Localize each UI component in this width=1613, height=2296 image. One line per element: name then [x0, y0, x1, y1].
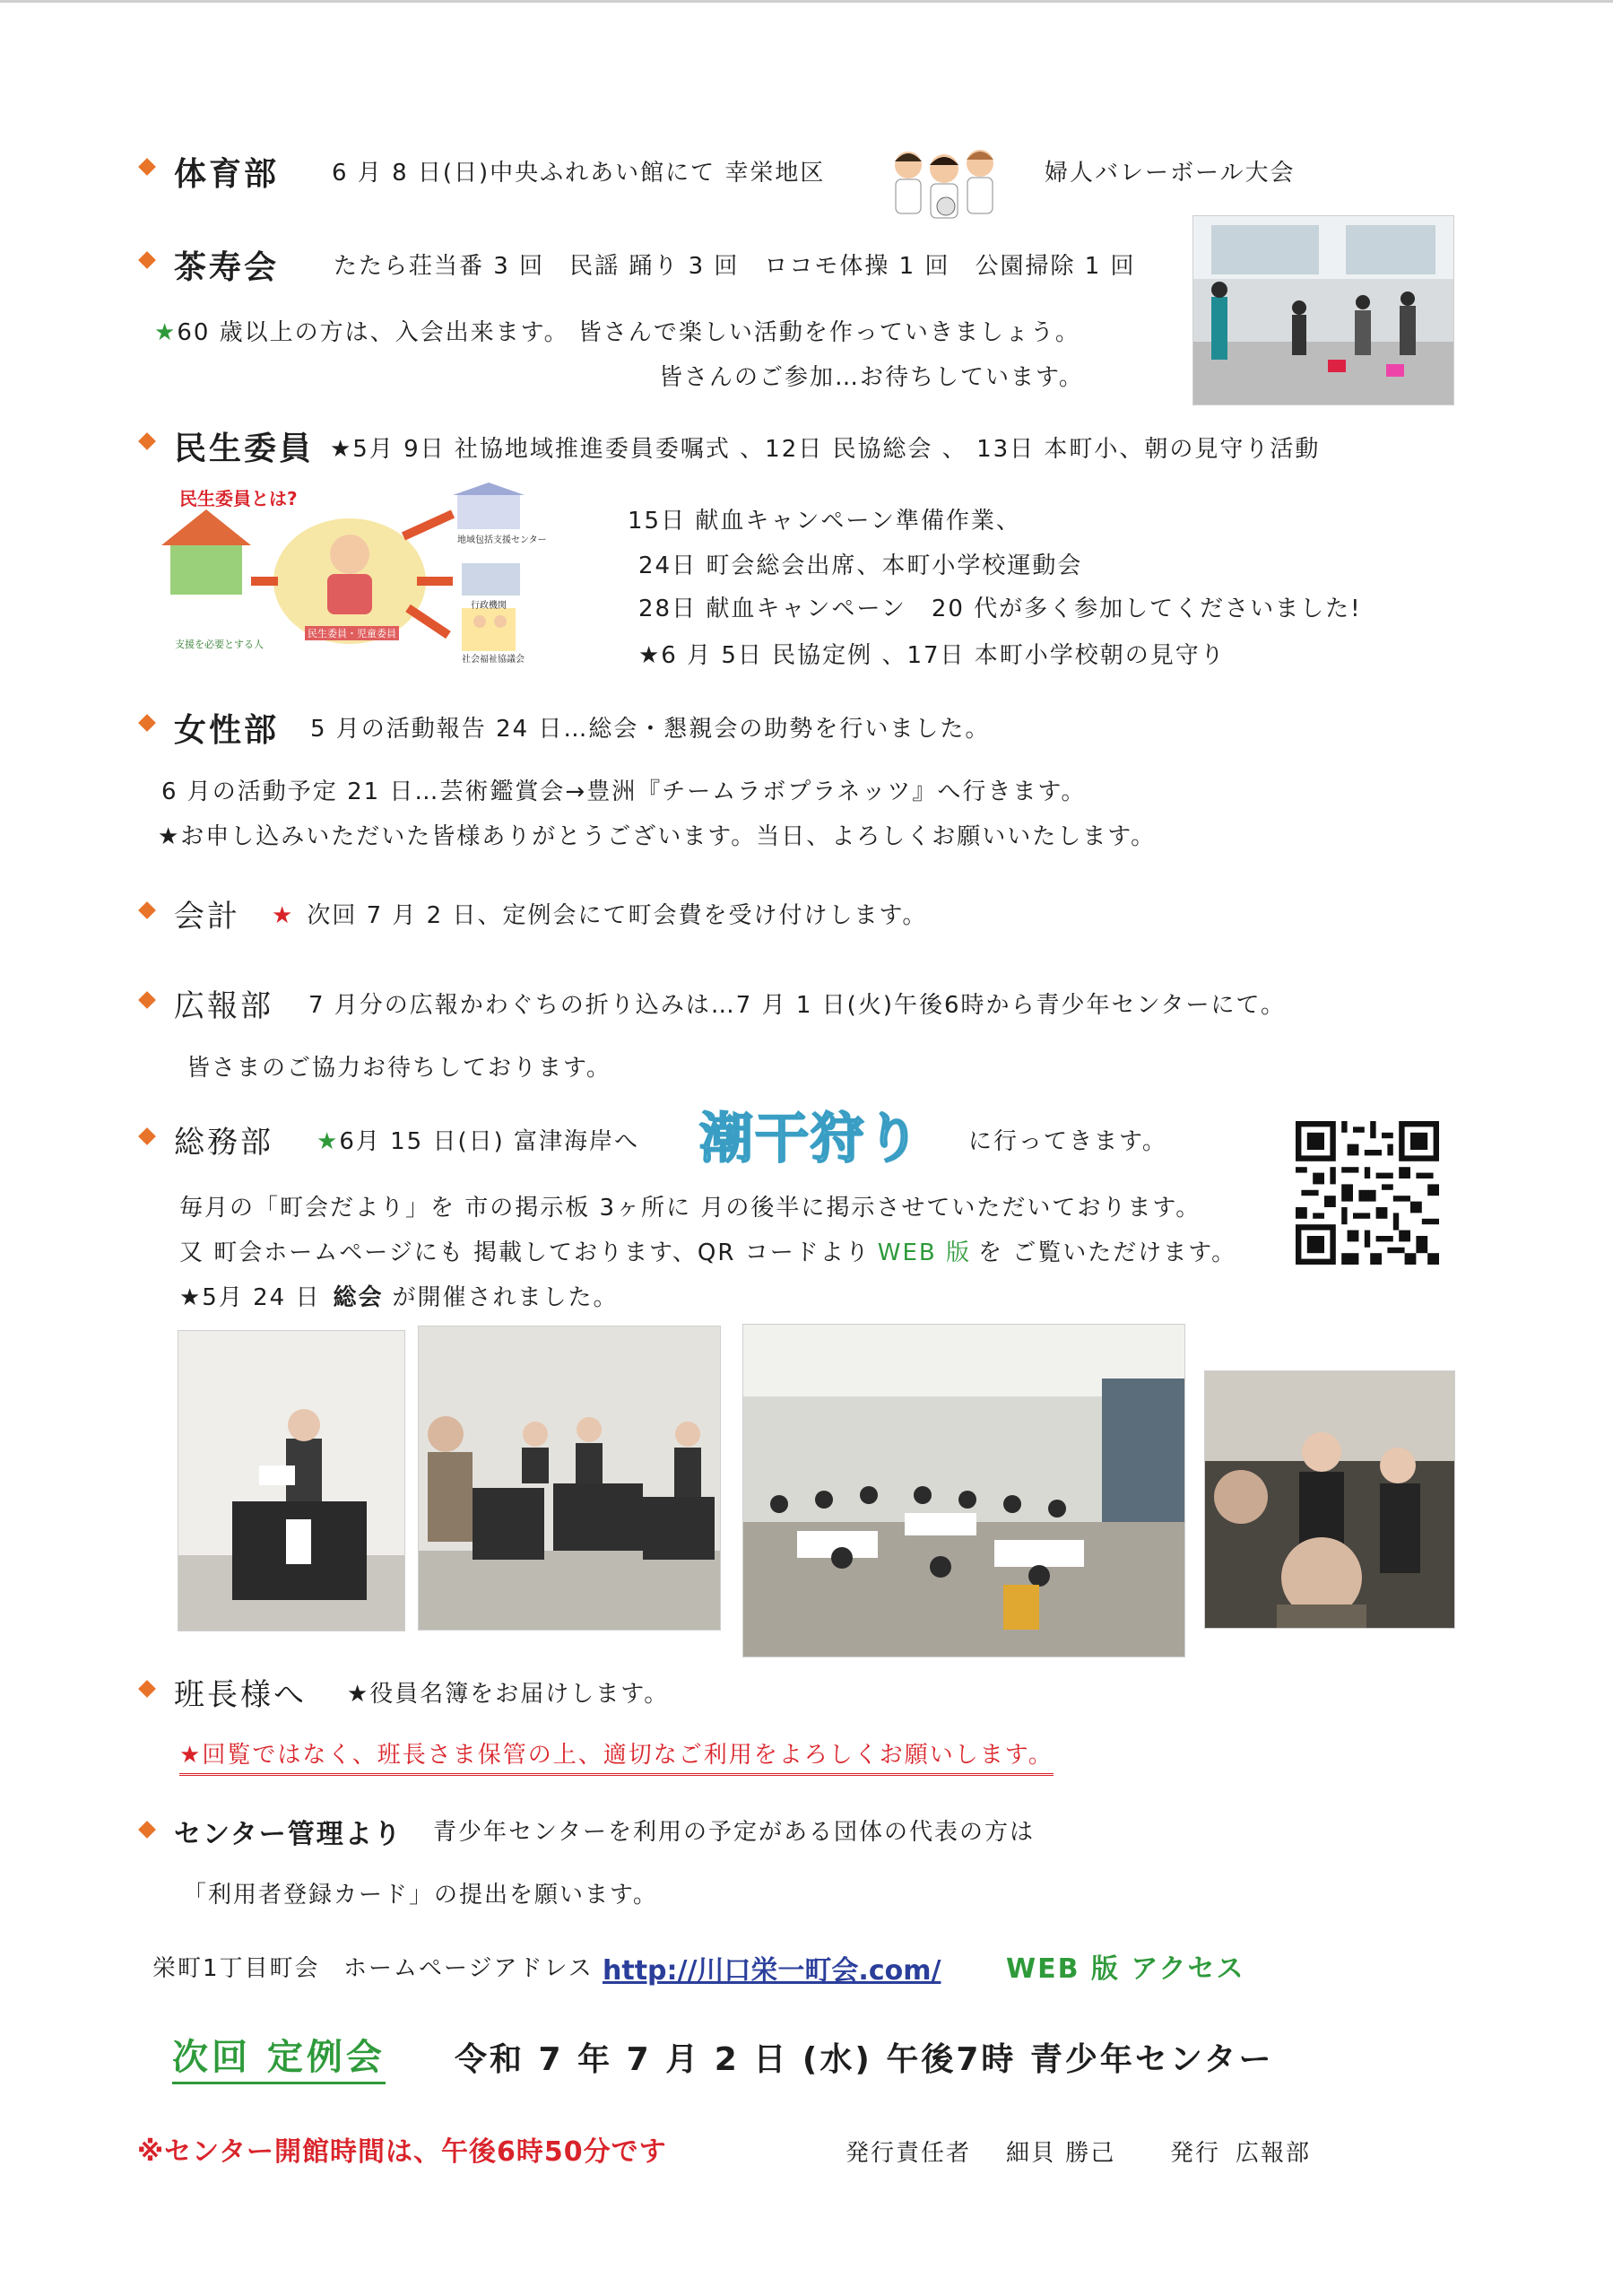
illus-label: 支援を必要とする人 [175, 639, 264, 650]
josei-line3: ★お申し込みいただいた皆様ありがとうございます。当日、よろしくお願いいたします。 [158, 823, 1157, 850]
hancho-heading: 班長様へ [174, 1677, 307, 1713]
next-meeting-label: 次回 定例会 [172, 2029, 386, 2084]
minsei-line2: 15日 献血キャンペーン準備作業、 [628, 508, 1021, 535]
josei-heading: 女性部 [174, 712, 280, 749]
meeting-photo-hall [742, 1324, 1185, 1657]
star-icon: ★ [154, 319, 178, 346]
minsei-line4: 28日 献血キャンペーン 20 代が多く参加してくださいました! [638, 596, 1362, 622]
bullet-icon [138, 991, 156, 1009]
center-heading: センター管理より [174, 1819, 403, 1850]
minsei-heading: 民生委員 [174, 430, 315, 467]
bullet-icon [138, 251, 156, 269]
meeting-photo-toast [1204, 1370, 1455, 1629]
meeting-photo-chair [178, 1330, 405, 1631]
kouhou-line1: 7 月分の広報かわぐちの折り込みは…7 月 1 日(火)午後6時から青少年センターにて。 [308, 992, 1286, 1019]
soumu-line1: ★6月 15 日(日) 富津海岸へ [317, 1128, 640, 1155]
soumu-heading: 総務部 [174, 1125, 273, 1161]
minsei-line3: 24日 町会総会出席、本町小学校運動会 [638, 552, 1083, 579]
soumu-line2: 毎月の「町会だより」を 市の掲示板 3ヶ所に 月の後半に掲示させていただいております。 [179, 1195, 1201, 1222]
publisher-name: 細貝 勝己 [1006, 2140, 1116, 2167]
taiiku-event: 婦人バレーボール大会 [1045, 160, 1296, 187]
star-icon: ★ [179, 1742, 203, 1769]
illus-label: 地域包括支援センター [457, 535, 547, 545]
kouhou-heading: 広報部 [174, 988, 273, 1024]
bullet-icon [138, 1127, 156, 1145]
issuer-label: 発行 [1170, 2140, 1221, 2167]
star-icon: ★ [272, 902, 295, 929]
soumu-line3: 又 町会ホームページにも 掲載しております、QR コードより WEB 版 を ご覧いただけます。 [179, 1239, 1237, 1266]
kaikei-heading: 会計 [174, 899, 240, 935]
kouhou-line2: 皆さまのご協力お待ちしております。 [186, 1055, 611, 1082]
bullet-icon [138, 432, 156, 450]
issuer: 広報部 [1236, 2140, 1312, 2167]
illus-label: 行政機関 [471, 601, 507, 611]
soumu-line4: ★5月 24 日 総会 が開催されました。 [179, 1284, 619, 1311]
org-name: 栄町1丁目町会 [152, 1955, 320, 1982]
exercise-class-photo [1192, 215, 1454, 405]
center-line2: 「利用者登録カード」の提出を願います。 [183, 1882, 658, 1909]
illus-title: 民生委員とは? [179, 488, 298, 509]
web-access-link[interactable]: WEB 版 アクセス [1006, 1953, 1245, 1985]
chajukai-line2: 皆さんのご参加…お待ちしています。 [659, 364, 1084, 391]
bullet-icon [138, 714, 156, 732]
chajukai-line1: ★60 歳以上の方は、入会出来ます。 皆さんで楽しい活動を作っていきましょう。 [154, 319, 1080, 346]
josei-line2: 6 月の活動予定 21 日…芸術鑑賞会→豊洲『チームラボプラネッツ』へ行きます。 [161, 778, 1087, 805]
taiiku-heading: 体育部 [174, 156, 280, 193]
volleyball-players-illustration [881, 144, 1007, 221]
bullet-icon [138, 1680, 156, 1698]
homepage-label: ホームページアドレス [343, 1955, 594, 1982]
kaikei-text: ★ 次回 7 月 2 日、定例会にて町会費を受け付けします。 [272, 902, 928, 929]
hancho-line2: ★回覧ではなく、班長さま保管の上、適切なご利用をよろしくお願いします。 [179, 1736, 1054, 1776]
soumu-line1-end: に行ってきます。 [968, 1128, 1167, 1155]
illus-label: 社会福祉協議会 [462, 655, 525, 665]
top-rule [0, 0, 1613, 3]
bullet-icon [138, 158, 156, 176]
josei-line1: 5 月の活動報告 24 日…総会・懇親会の助勢を行いました。 [310, 716, 991, 743]
star-icon: ★ [317, 1128, 340, 1155]
minsei-line5: ★6 月 5日 民協定例 、17日 本町小学校朝の見守り [638, 642, 1226, 669]
next-meeting-details: 令和 7 年 7 月 2 日 (水) 午後7時 青少年センター [455, 2041, 1274, 2078]
minsei-line1: ★5月 9日 社協地域推進委員委嘱式 、12日 民協総会 、 13日 本町小、朝の見守り活動 [330, 436, 1321, 463]
footer-note: ※センター開館時間は、午後6時50分です [137, 2136, 667, 2168]
qr-code-icon[interactable] [1296, 1121, 1439, 1265]
illus-label: 民生委員・児童委員 [305, 626, 399, 640]
chajukai-text: たたら荘当番 3 回 民謡 踊り 3 回 ロコモ体操 1 回 公園掃除 1 回 [334, 253, 1136, 280]
publisher-label: 発行責任者 [846, 2140, 972, 2167]
taiiku-text: 6 月 8 日(日)中央ふれあい館にて 幸栄地区 [332, 160, 826, 187]
bullet-icon [138, 1821, 156, 1839]
chajukai-heading: 茶寿会 [174, 249, 280, 286]
homepage-url-link[interactable]: http://川口栄一町会.com/ [603, 1955, 941, 1987]
center-line1: 青少年センターを利用の予定がある団体の代表の方は [433, 1819, 1035, 1846]
minsei-illustration [152, 483, 547, 665]
meeting-photo-officers [418, 1326, 721, 1631]
bullet-icon [138, 901, 156, 919]
shiohigari-decorative-title: 潮干狩り [699, 1108, 922, 1170]
hancho-line1: ★役員名簿をお届けします。 [347, 1681, 670, 1708]
